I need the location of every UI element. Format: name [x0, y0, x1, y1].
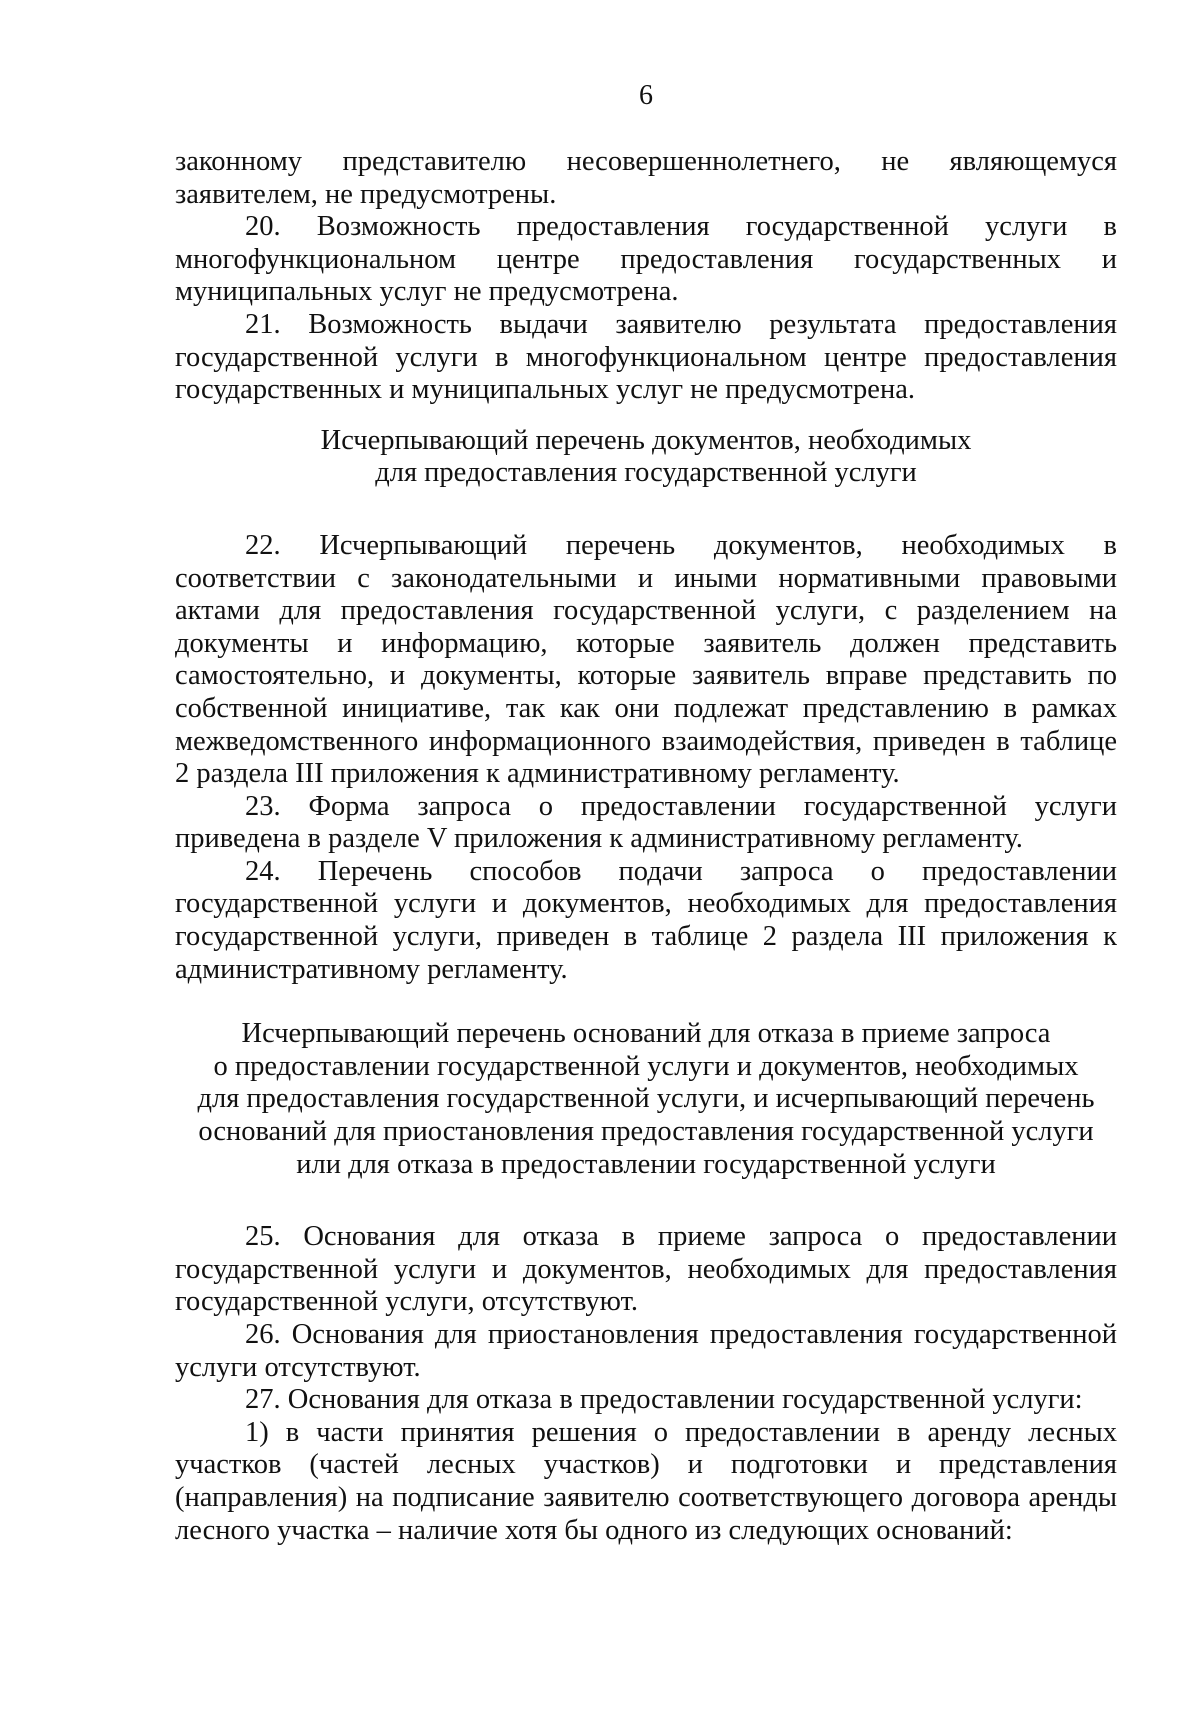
paragraph-27: 27. Основания для отказа в предоставлении государственной услуги: [245, 1384, 1083, 1416]
heading-line: для предоставления государственной услуги, и исчерпывающий перечень [197, 1083, 1095, 1115]
paragraph-27-item-1: 1) в части принятия решения о предоставлении в аренду лесных участков (частей лесных участков) и подготовки и представления (направления) на подписание заявителю соответствующего договора аренды лесного участка – наличие хотя бы одного из следующих оснований: [175, 1416, 1117, 1546]
paragraph-continuation: законному представителю несовершеннолетнего, не являющемуся заявителем, не предусмотрены. [175, 146, 1117, 210]
paragraph-21: 21. Возможность выдачи заявителю результата предоставления государственной услуги в многофункциональном центре предоставления государственных и муниципальных услуг не предусмотрена. [175, 308, 1117, 406]
heading-line: для предоставления государственной услуги [375, 457, 917, 489]
paragraph-24: 24. Перечень способов подачи запроса о предоставлении государственной услуги и документов, необходимых для предоставления государственной услуги, приведен в таблице 2 раздела III приложения к административному регламенту. [175, 855, 1117, 985]
paragraph-22: 22. Исчерпывающий перечень документов, необходимых в соответствии с законодательными и иными нормативными правовыми актами для предоставления государственной услуги, с разделением на документы и информацию, которые заявитель должен представить самостоятельно, и документы, которые заявитель вправе представить по собственной инициативе, так как они подлежат представлению в рамках межведомственного информационного взаимодействия, приведен в таблице 2 раздела III приложения к административному регламенту. [175, 529, 1117, 790]
paragraph-20: 20. Возможность предоставления государственной услуги в многофункциональном центре предоставления государственных и муниципальных услуг не предусмотрена. [175, 211, 1117, 308]
paragraph-23: 23. Форма запроса о предоставлении государственной услуги приведена в разделе V приложения к административному регламенту. [175, 790, 1117, 855]
spacer [175, 407, 1117, 425]
document-body [175, 146, 1117, 1547]
paragraph-25: 25. Основания для отказа в приеме запроса о предоставлении государственной услуги и документов, необходимых для предоставления государственной услуги, отсутствуют. [175, 1221, 1117, 1318]
spacer [175, 1181, 1117, 1221]
paragraph-26: 26. Основания для приостановления предоставления государственной услуги отсутствуют. [175, 1319, 1117, 1383]
heading-line: Исчерпывающий перечень документов, необходимых [320, 424, 972, 456]
heading-line: оснований для приостановления предоставления государственной услуги [198, 1116, 1094, 1148]
heading-line: Исчерпывающий перечень оснований для отказа в приеме запроса [241, 1018, 1051, 1050]
heading-line: или для отказа в предоставлении государственной услуги [296, 1148, 996, 1180]
section-heading-documents [175, 425, 1117, 490]
section-heading-refusal-grounds [175, 1018, 1117, 1181]
spacer [175, 490, 1117, 530]
spacer [175, 986, 1117, 1018]
heading-line: о предоставлении государственной услуги и документов, необходимых [213, 1050, 1079, 1082]
page-number: 6 [639, 80, 653, 111]
